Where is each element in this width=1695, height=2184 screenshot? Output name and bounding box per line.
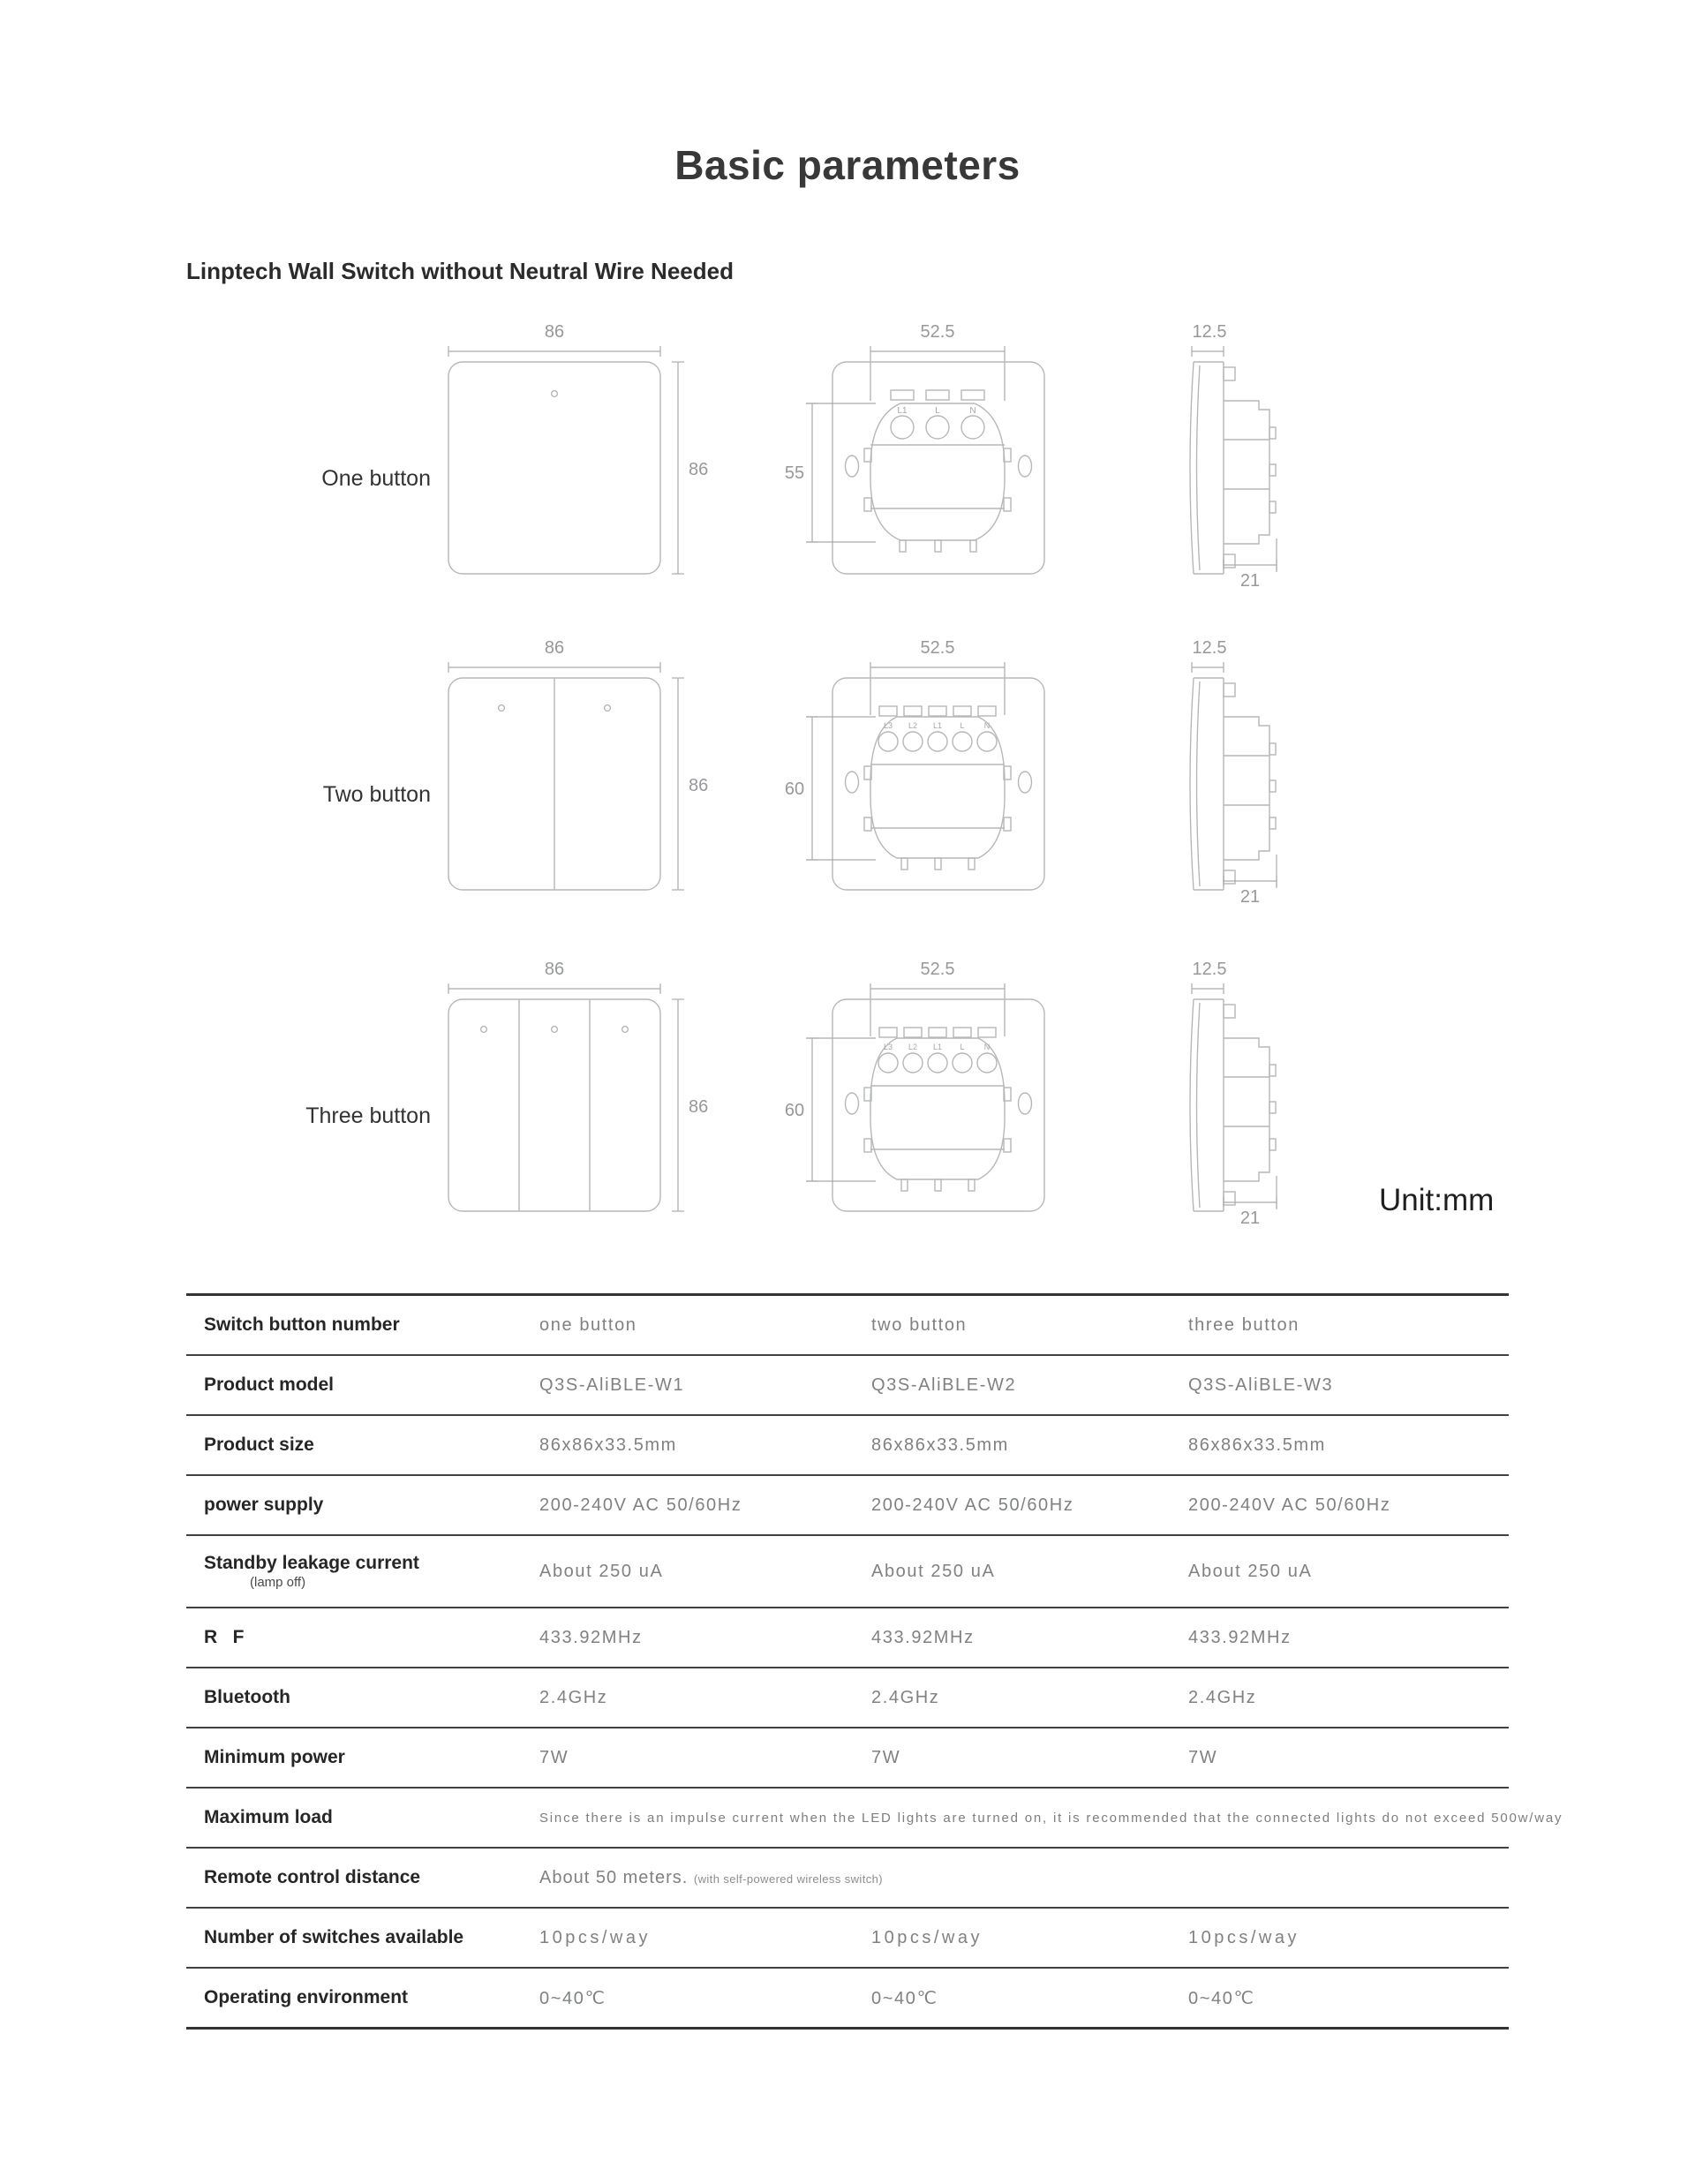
table-row: [186, 1849, 1509, 1909]
cell-value: three button: [1188, 1314, 1300, 1335]
dimension-label: 12.5: [1192, 960, 1227, 979]
diagram-row-two-button: [0, 632, 1695, 923]
unit-label: Unit:mm: [1379, 1183, 1495, 1217]
row-label: Product size: [204, 1435, 314, 1455]
led-indicator-dot: [622, 1027, 629, 1033]
dimension-label: 21: [1239, 887, 1261, 907]
page-subtitle: Linptech Wall Switch without Neutral Wire Needed: [186, 258, 734, 284]
mechanism-drawing: [864, 1028, 1011, 1191]
cell-value: 0~40℃: [539, 1988, 606, 2008]
cell-value: 2.4GHz: [539, 1687, 608, 1707]
row-label-cell: [186, 1495, 539, 1516]
cell-value: Q3S-AliBLE-W2: [871, 1374, 1017, 1395]
cell-value: 7W: [871, 1747, 901, 1767]
row-label: Bluetooth: [204, 1687, 290, 1707]
spec-table: [186, 1293, 1563, 2030]
side-view-drawing: [1174, 632, 1315, 915]
side-view-drawing: [1174, 953, 1315, 1236]
cell-value: 2.4GHz: [871, 1687, 940, 1707]
table-row: [186, 1668, 1509, 1728]
row-label-cell: [186, 1867, 539, 1888]
table-row: [186, 1296, 1509, 1356]
led-indicator-dot: [499, 705, 505, 712]
terminal-label: N: [983, 1043, 991, 1051]
cell-value: About 250 uA: [1188, 1561, 1313, 1581]
row-label-cell: [186, 1314, 539, 1336]
cell-value: one button: [539, 1314, 637, 1335]
front-view-drawing: [415, 953, 715, 1236]
cell-value: 10pcs/way: [871, 1927, 983, 1947]
row-label: Product model: [204, 1374, 335, 1395]
cell-value: 7W: [539, 1747, 569, 1767]
terminal-label: N: [969, 406, 976, 416]
terminal-label: L2: [908, 721, 918, 730]
cell-value: Q3S-AliBLE-W1: [539, 1374, 685, 1395]
dimension-label: 86: [689, 1097, 709, 1117]
row-label: Operating environment: [204, 1987, 409, 2007]
terminal-label: L1: [932, 721, 943, 730]
table-row: [186, 1608, 1509, 1668]
dimension-label: 21: [1239, 1209, 1261, 1228]
dimension-label: 52.5: [920, 322, 955, 342]
cell-value: About 250 uA: [871, 1561, 996, 1581]
dimension-label: 21: [1239, 571, 1261, 591]
cell-value: 86x86x33.5mm: [539, 1435, 677, 1455]
page-title: Basic parameters: [674, 142, 1021, 188]
cell-value: 0~40℃: [1188, 1988, 1255, 2008]
row-label-cell: [186, 1627, 539, 1648]
row-label: Maximum load: [204, 1807, 333, 1827]
row-label: Minimum power: [204, 1747, 345, 1767]
cell-value: 200-240V AC 50/60Hz: [871, 1495, 1074, 1515]
row-label-cell: [186, 1747, 539, 1768]
table-row: [186, 1909, 1509, 1969]
row-label: R F: [204, 1627, 245, 1647]
led-indicator-dot: [552, 391, 558, 397]
cell-value: 433.92MHz: [1188, 1627, 1292, 1647]
side-view-drawing: [1174, 316, 1315, 599]
row-label-cell: [186, 1987, 539, 2008]
diagram-row-one-button: [0, 316, 1695, 607]
terminal-label: L2: [908, 1043, 918, 1051]
row-label: Number of switches available: [204, 1927, 464, 1947]
terminal-label: L1: [932, 1043, 943, 1051]
cell-value: two button: [871, 1314, 968, 1335]
cell-value: 433.92MHz: [539, 1627, 643, 1647]
dimension-label: 12.5: [1192, 322, 1227, 342]
cell-value: 0~40℃: [871, 1988, 938, 2008]
cell-value: 7W: [1188, 1747, 1218, 1767]
dimension-label: 52.5: [920, 638, 955, 658]
row-label: Remote control distance: [204, 1867, 421, 1887]
dimension-label: 86: [544, 638, 565, 658]
row-label-cell: [186, 1807, 539, 1828]
diagram-label: Two button: [322, 782, 431, 807]
dimension-label: 12.5: [1192, 638, 1227, 658]
table-row: [186, 1416, 1509, 1476]
led-indicator-dot: [481, 1027, 487, 1033]
terminal-label: L3: [883, 1043, 893, 1051]
row-label-cell: [186, 1687, 539, 1708]
cell-value: About 250 uA: [539, 1561, 664, 1581]
dimension-label: 52.5: [920, 960, 955, 979]
row-label: Switch button number: [204, 1314, 400, 1335]
terminal-label: L: [935, 406, 940, 416]
front-view-drawing: [415, 632, 715, 915]
cell-value-span: [539, 1868, 1509, 1888]
dimension-label: 86: [689, 460, 709, 479]
front-view-drawing: [415, 316, 715, 599]
cell-value: 2.4GHz: [1188, 1687, 1257, 1707]
terminal-label: L: [960, 721, 965, 730]
table-row: [186, 1476, 1509, 1536]
cell-value: 86x86x33.5mm: [871, 1435, 1009, 1455]
table-row: [186, 1969, 1509, 2030]
cell-value: 10pcs/way: [539, 1927, 651, 1947]
dimension-label: 86: [544, 960, 565, 979]
dimension-label: 86: [689, 776, 709, 795]
dimension-label: 55: [784, 463, 805, 483]
terminal-label: N: [983, 721, 991, 730]
row-label-cell: [186, 1435, 539, 1456]
cell-value-main: About 50 meters.: [539, 1867, 689, 1887]
row-label: Standby leakage current: [204, 1553, 419, 1573]
row-label-cell: [186, 1927, 539, 1948]
dimension-label: 60: [784, 1101, 805, 1120]
terminal-label: L1: [897, 406, 908, 416]
led-indicator-dot: [605, 705, 611, 712]
cell-value: 86x86x33.5mm: [1188, 1435, 1326, 1455]
rear-view-drawing: [768, 316, 1073, 599]
diagram-label: Three button: [305, 1103, 431, 1128]
table-row: [186, 1536, 1509, 1608]
mechanism-drawing: [864, 706, 1011, 870]
cell-value: 10pcs/way: [1188, 1927, 1300, 1947]
led-indicator-dot: [552, 1027, 558, 1033]
rear-view-drawing: [768, 632, 1073, 915]
row-sublabel: (lamp off): [250, 1575, 306, 1590]
cell-value: 200-240V AC 50/60Hz: [1188, 1495, 1391, 1515]
cell-value: Q3S-AliBLE-W3: [1188, 1374, 1334, 1395]
table-row: [186, 1728, 1509, 1789]
row-label-cell: [186, 1553, 539, 1590]
diagram-label: One button: [321, 466, 431, 491]
dimension-label: 86: [544, 322, 565, 342]
dimension-label: 60: [784, 779, 805, 799]
cell-value: 200-240V AC 50/60Hz: [539, 1495, 742, 1515]
mechanism-drawing: [864, 390, 1011, 552]
terminal-label: L: [960, 1043, 965, 1051]
table-row: [186, 1356, 1509, 1416]
cell-value-span: Since there is an impulse current when the LED lights are turned on, it is recommended that the connected lights do not exceed 500w/way: [539, 1810, 1563, 1826]
terminal-label: L3: [883, 721, 893, 730]
rear-view-drawing: [768, 953, 1073, 1236]
table-row: [186, 1789, 1563, 1849]
row-label: power supply: [204, 1495, 324, 1515]
row-label-cell: [186, 1374, 539, 1396]
cell-value-note: (with self-powered wireless switch): [693, 1871, 883, 1886]
cell-value: 433.92MHz: [871, 1627, 975, 1647]
